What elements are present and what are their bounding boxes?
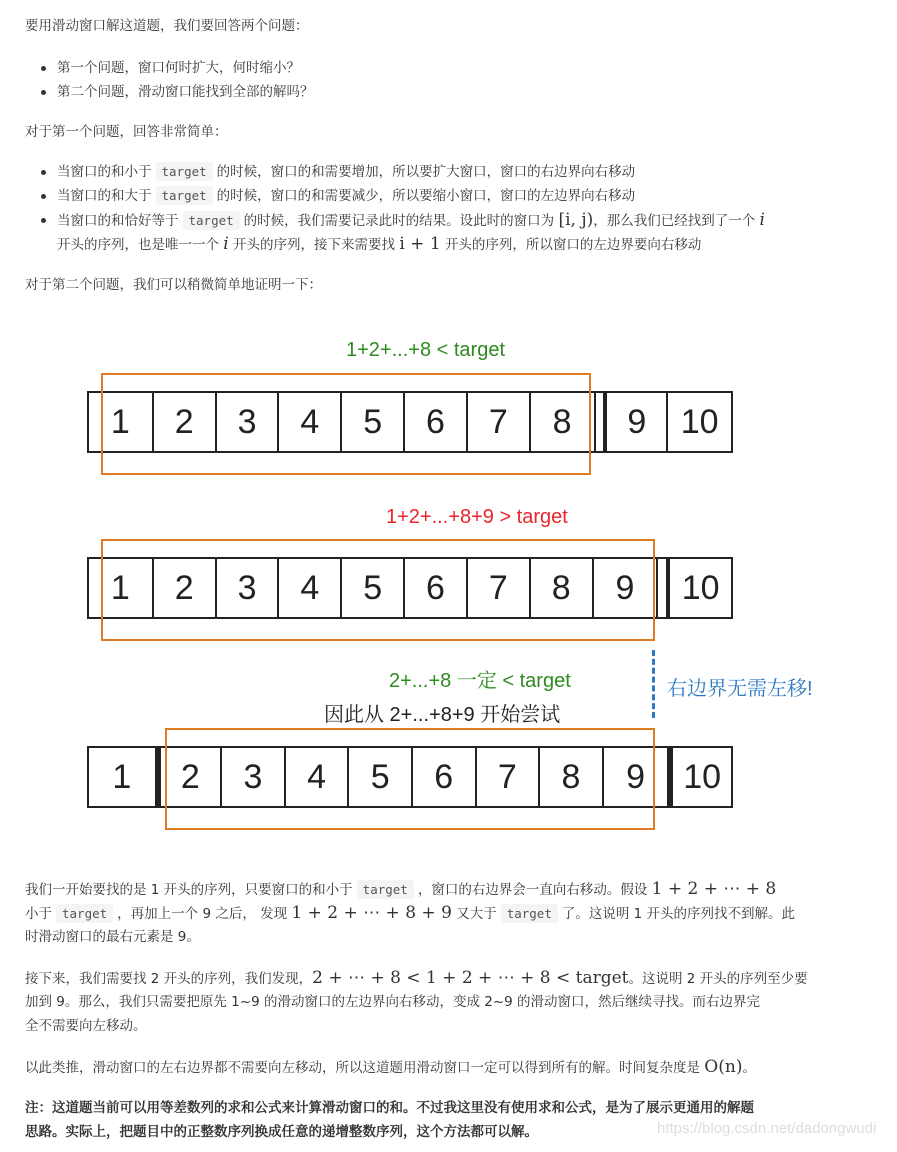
code-target: target bbox=[156, 186, 213, 205]
answer-text: 的时候，窗口的和需要减少，所以要缩小窗口，窗口的左边界向右移动 bbox=[216, 188, 636, 204]
window-box-1 bbox=[101, 373, 591, 475]
para-text: ，再加上一个 9 之后， 发现 bbox=[117, 906, 288, 922]
array-cell: 4 bbox=[279, 559, 342, 617]
math-var: i bbox=[223, 234, 229, 254]
window-box-3 bbox=[165, 728, 655, 830]
array-cell: 2 bbox=[154, 393, 217, 451]
array-cell: 9 bbox=[605, 393, 668, 451]
array-cell: 7 bbox=[477, 748, 541, 806]
para-text: 以此类推，滑动窗口的左右边界都不需要向左移动，所以这道题用滑动窗口一定可以得到所有的解。时间复杂度是 bbox=[25, 1060, 700, 1076]
watermark: https://blog.csdn.net/dadongwudi bbox=[657, 1120, 877, 1137]
bullet-icon bbox=[41, 170, 46, 175]
array-cell: 6 bbox=[405, 393, 468, 451]
math-expr: i + 1 bbox=[399, 234, 441, 254]
bullet-icon bbox=[41, 90, 46, 95]
para3 bbox=[25, 1055, 756, 1080]
para1-line1 bbox=[25, 877, 776, 902]
para-text: 接下来，我们需要找 2 开头的序列，我们发现， bbox=[25, 971, 313, 987]
array-cell: 7 bbox=[468, 559, 531, 617]
right-boundary-note: 右边界无需左移! bbox=[667, 678, 813, 700]
answer-text: 当窗口的和小于 bbox=[57, 164, 152, 180]
math-complexity: O(n) bbox=[704, 1057, 743, 1077]
code-target: target bbox=[501, 904, 558, 923]
math-expr: 1 + 2 + ⋯ + 8 + 9 bbox=[291, 903, 452, 923]
q2-intro: 对于第二个问题，我们可以稍微简单地证明一下： bbox=[25, 277, 322, 293]
para2-line2: 加到 9。那么，我们只需要把原先 1~9 的滑动窗口的左边界向右移动，变成 2~9 的滑动窗口，然后继续寻找。而右边界完 bbox=[25, 994, 761, 1010]
array-cell: 8 bbox=[552, 402, 572, 441]
note-line1: 注：这道题当前可以用等差数列的求和公式来计算滑动窗口的和。不过我这里没有使用求和公式，是为了展示更通用的解题 bbox=[25, 1100, 754, 1116]
math-expr: 2 + ⋯ + 8 < 1 + 2 + ⋯ + 8 < target bbox=[312, 968, 629, 988]
answer-3-line2 bbox=[57, 232, 701, 257]
array-cell: 5 bbox=[349, 748, 413, 806]
answer-text: 开头的序列，接下来需要找 bbox=[233, 237, 396, 253]
array-cell: 6 bbox=[413, 748, 477, 806]
answer-text: 的时候，我们需要记录此时的结果。设此时的窗口为 bbox=[243, 213, 555, 229]
step3-label-black: 因此从 2+...+8+9 开始尝试 bbox=[324, 704, 561, 726]
answer-text: 当窗口的和恰好等于 bbox=[57, 213, 179, 229]
array-cell: 2 bbox=[154, 559, 217, 617]
array-cell: 9 bbox=[615, 568, 635, 607]
answer-text: ，那么我们已经找到了一个 bbox=[593, 213, 756, 229]
question-1: 第一个问题，窗口何时扩大，何时缩小？ bbox=[57, 60, 300, 76]
array-cell: 6 bbox=[405, 559, 468, 617]
array-cell: 10 bbox=[671, 748, 731, 806]
para1-line2 bbox=[25, 901, 795, 926]
para-text: 了。这说明 1 开头的序列找不到解。此 bbox=[561, 906, 796, 922]
array-cell: 8 bbox=[540, 748, 604, 806]
array-cell: 8 bbox=[531, 559, 594, 617]
array-cell: 3 bbox=[217, 559, 280, 617]
array-cell: 1 bbox=[89, 559, 154, 617]
bullet-icon bbox=[41, 218, 46, 223]
q1-intro: 对于第一个问题，回答非常简单： bbox=[25, 124, 228, 140]
array-cell: 4 bbox=[286, 748, 350, 806]
math-interval: [i, j) bbox=[558, 210, 594, 230]
bullet-icon bbox=[41, 194, 46, 199]
step3-label-green: 2+...+8 一定 < target bbox=[389, 670, 571, 692]
intro-text: 要用滑动窗口解这道题，我们要回答两个问题： bbox=[25, 18, 309, 34]
code-target: target bbox=[357, 880, 414, 899]
para-text: 。 bbox=[742, 1060, 756, 1076]
para-text: ，窗口的右边界会一直向右移动。假设 bbox=[417, 882, 648, 898]
window-box-2 bbox=[101, 539, 655, 641]
step2-label: 1+2+...+8+9 > target bbox=[386, 506, 568, 528]
array-cell: 3 bbox=[222, 748, 286, 806]
step1-label: 1+2+...+8 < target bbox=[346, 339, 506, 361]
code-target: target bbox=[183, 211, 240, 230]
math-expr: 1 + 2 + ⋯ + 8 bbox=[651, 879, 777, 899]
answer-text: 当窗口的和大于 bbox=[57, 188, 152, 204]
bullet-icon bbox=[41, 66, 46, 71]
answer-3 bbox=[57, 208, 765, 233]
para-text: 又大于 bbox=[456, 906, 497, 922]
array-cell: 3 bbox=[217, 393, 280, 451]
math-var: i bbox=[759, 210, 765, 230]
array-cell: 7 bbox=[468, 393, 531, 451]
array-cell: 10 bbox=[680, 402, 719, 441]
array-cell: 1 bbox=[89, 393, 154, 451]
answer-1 bbox=[57, 160, 635, 184]
para1-line3: 时滑动窗口的最右元素是 9。 bbox=[25, 929, 200, 945]
para2-line3: 全不需要向左移动。 bbox=[25, 1018, 147, 1034]
answer-text: 开头的序列，所以窗口的左边界要向右移动 bbox=[444, 237, 702, 253]
answer-text: 的时候，窗口的和需要增加，所以要扩大窗口，窗口的右边界向右移动 bbox=[216, 164, 636, 180]
note-line2: 思路。实际上，把题目中的正整数序列换成任意的递增整数序列，这个方法都可以解。 bbox=[25, 1124, 538, 1140]
array-gap bbox=[594, 393, 606, 451]
array-cell: 2 bbox=[159, 748, 223, 806]
array-cell: 4 bbox=[279, 393, 342, 451]
array-cell: 9 bbox=[626, 757, 645, 796]
code-target: target bbox=[56, 904, 113, 923]
para-text: 小于 bbox=[25, 906, 52, 922]
array-cell: 5 bbox=[342, 393, 405, 451]
question-2: 第二个问题，滑动窗口能找到全部的解吗？ bbox=[57, 84, 314, 100]
para2-line1 bbox=[25, 966, 808, 991]
array-cell: 5 bbox=[342, 559, 405, 617]
array-cell: 1 bbox=[112, 757, 132, 796]
answer-text: 开头的序列，也是唯一一个 bbox=[57, 237, 219, 253]
right-boundary-divider bbox=[652, 650, 655, 718]
answer-2 bbox=[57, 184, 635, 208]
array-gap bbox=[656, 559, 668, 617]
para-text: 。这说明 2 开头的序列至少要 bbox=[628, 971, 808, 987]
code-target: target bbox=[156, 162, 213, 181]
array-cell: 10 bbox=[668, 559, 731, 617]
para-text: 我们一开始要找的是 1 开头的序列，只要窗口的和小于 bbox=[25, 882, 353, 898]
